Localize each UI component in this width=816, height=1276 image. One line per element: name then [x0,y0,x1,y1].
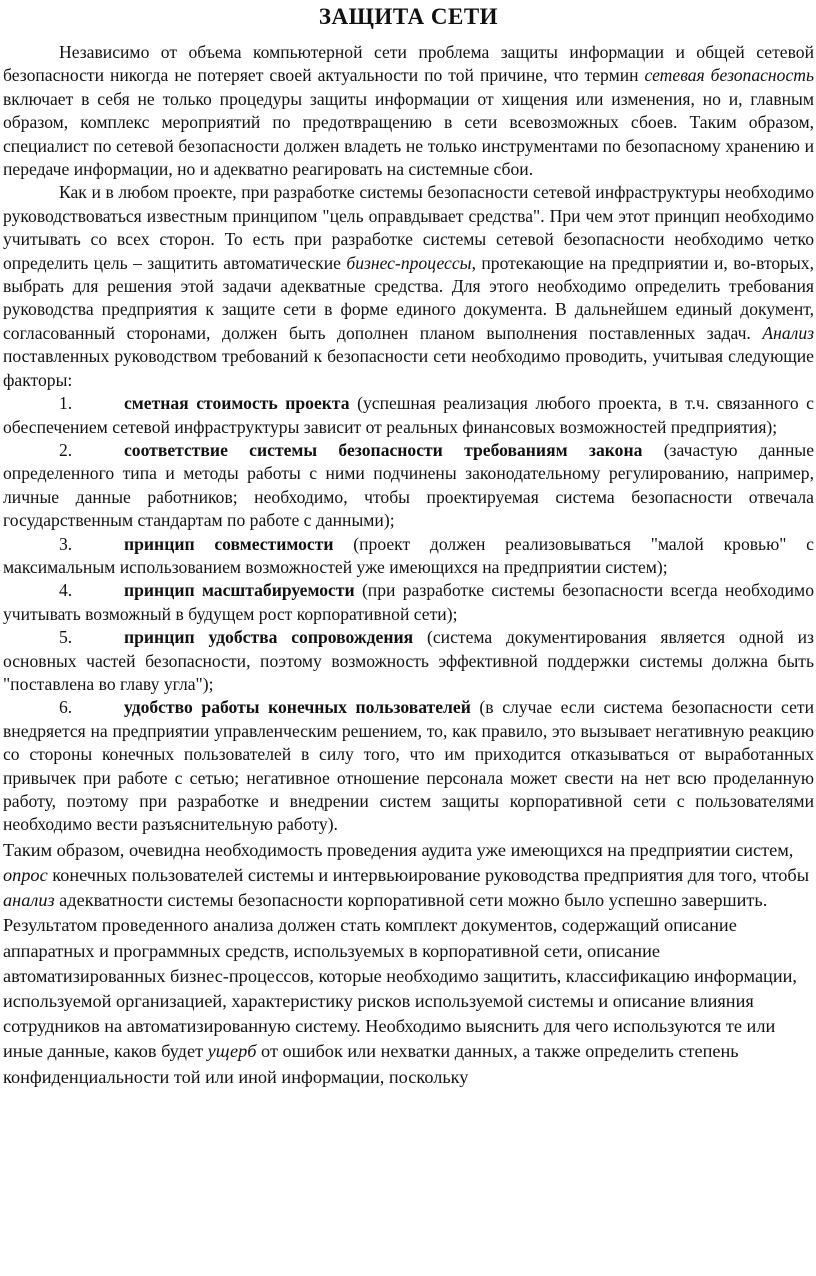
paragraph-conclusion [3,838,814,1090]
list-item [3,533,814,580]
list-item-text: (при разработке системы безопасности всегда необходимо учитывать возможный в будущем рост корпоративной сети); [3,580,814,624]
list-item-text: (зачастую данные определенного типа и методы работы с ними подчинены законодательному регулированию, например, личные данные работников; необходимо, чтобы проектируемая система безопасности отвечала государственным стандартам по работе с данными); [3,439,814,531]
document-page [0,3,816,1276]
design-text-a: Как и в любом проекте, при разработке системы безопасности сетевой инфраструктуры необходимо руководствоваться известным принципом "цель оправдывает средства". При чем этот принцип необходимо учитывать со всех сторон. То есть при разработке системы сетевой безопасности необходимо четко определить цель – защитить автоматические [3,182,814,273]
list-item-heading: сметная стоимость проекта [124,393,350,414]
list-item-heading: соответствие системы безопасности требованиям закона [124,439,643,460]
list-item [3,579,814,626]
list-item-heading: принцип совместимости [124,533,334,554]
list-item-text: (в случае если система безопасности сети внедряется на предприятии управленческим решением, то, как правило, это вызывает негативную реакцию со стороны конечных пользователей в силу того, что им приходится отказываться от выработанных привычек при работе с сетью; негативное отношение персонала может свести на нет всю проделанную работу, поэтому при разработке и внедрении систем защиты корпоративной сети с пользователями необходимо вести разъяснительную работу). [3,697,814,835]
conclusion-text-c: адекватности системы безопасности корпоративной сети можно было успешно завершить. Результатом проведенного анализа должен стать комплект документов, содержащий описание аппаратных и программных средств, используемых в корпоративной сети, описание автоматизированных бизнес-процессов, которые необходимо защитить, классификацию информации, используемой организацией, характеристику рисков используемой системы и описание влияния сотрудников на автоматизированную систему. Необходимо выяснить для чего используются те или иные данные, каков будет [3,890,797,1062]
list-item-heading: удобство работы конечных пользователей [124,697,471,718]
intro-term: сетевая безопасность [644,65,814,86]
list-item-number: 6. [59,697,73,718]
conclusion-term-2: анализ [3,890,55,911]
design-text-c: поставленных руководством требований к безопасности сети необходимо проводить, учитывая следующие факторы: [3,346,814,390]
list-item-number: 3. [59,533,73,554]
list-item-heading: принцип масштабируемости [124,580,355,601]
design-text-b: , протекающие на предприятии и, во-вторых, выбрать для решения этой задачи адекватные средства. Для этого необходимо определить требования руководства предприятия к защите сети в форме единого документа. В дальнейшем единый документ, согласованный сторонами, должен быть дополнен планом выполнения поставленных задач. [3,252,815,343]
list-item-text: (проект должен реализовываться "малой кровью" с максимальным использованием возможностей уже имеющихся на предприятии систем); [3,533,814,577]
design-term-2: Анализ [762,322,814,343]
list-item [3,626,814,696]
paragraph-intro [3,41,814,181]
list-item-number: 5. [59,627,73,648]
intro-text-b: включает в себя не только процедуры защиты информации от хищения или изменения, но и, главным образом, комплекс мероприятий по предотвращению в сети всевозможных сбоев. Таким образом, специалист по сетевой безопасности должен владеть не только инструментами по безопасному хранению и передаче информации, но и адекватно реагировать на системные сбои. [3,88,814,180]
list-item [3,439,814,533]
conclusion-text-a: Таким образом, очевидна необходимость проведения аудита уже имеющихся на предприятии систем, [3,839,794,860]
list-item-text: (система документирования является одной из основных частей безопасности, поэтому возможность эффективной поддержки системы должна быть "поставлена во главу угла"); [3,627,814,694]
list-item-heading: принцип удобства сопровождения [124,627,414,648]
list-item-number: 4. [59,580,73,601]
page-title: ЗАЩИТА СЕТИ [318,4,499,29]
conclusion-text-d: от ошибок или нехватки данных, а также определить степень конфиденциальности той или иной информации, поскольку [3,1041,739,1087]
list-item-text: (успешная реализация любого проекта, в т.ч. связанного с обеспечением сетевой инфраструктуры зависит от реальных финансовых возможностей предприятия); [3,393,814,437]
conclusion-text-b: конечных пользователей системы и интервьюирование руководства предприятия для того, чтобы [47,865,810,886]
conclusion-term-1: опрос [3,865,48,886]
design-term-1: бизнес-процессы [346,252,472,273]
list-item-number: 2. [59,439,73,460]
list-item-number: 1. [59,393,73,414]
list-item [3,696,814,836]
paragraph-design [3,181,814,392]
list-item [3,392,814,439]
intro-text-a: Независимо от объема компьютерной сети проблема защиты информации и общей сетевой безопасности никогда не потеряет своей актуальности по той причине, что термин [3,42,814,86]
conclusion-term-3: ущерб [207,1041,257,1062]
